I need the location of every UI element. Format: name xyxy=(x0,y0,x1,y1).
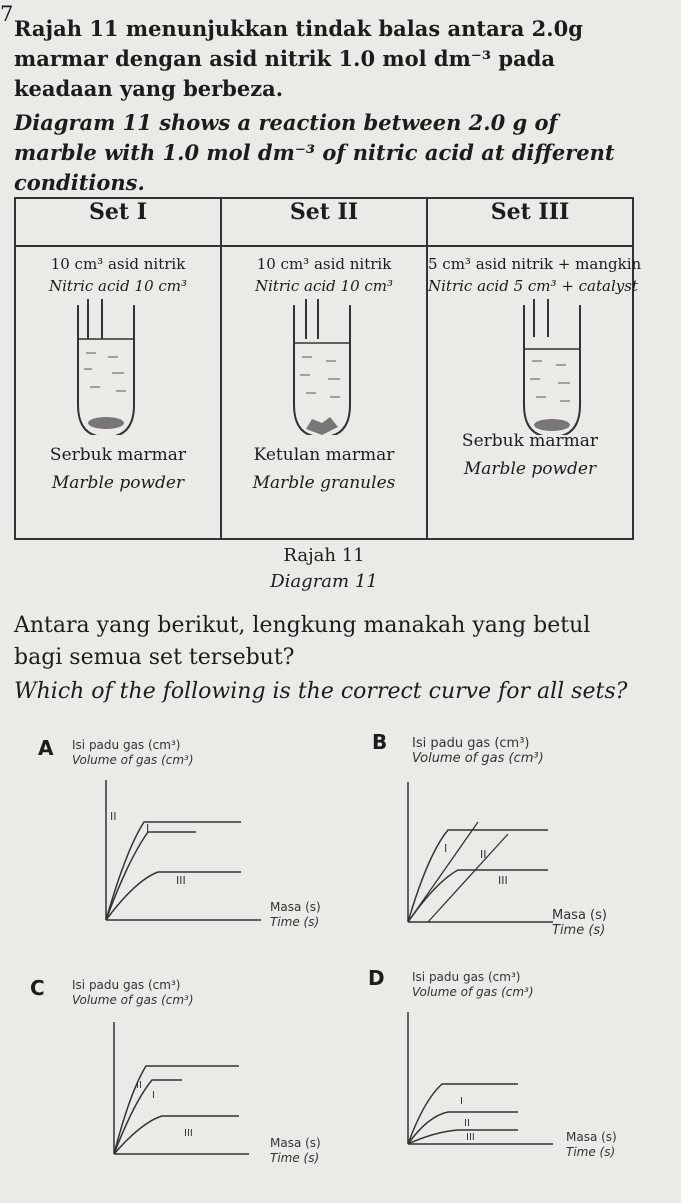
option-b-curve-iii: III xyxy=(498,874,508,887)
option-a-x-label xyxy=(270,900,321,930)
header-set-2: Set II xyxy=(221,198,427,246)
set-1-marble-malay: Serbuk marmar xyxy=(49,445,187,465)
set-2-marble-english: Marble granules xyxy=(252,473,396,493)
option-a-y-malay: Isi padu gas (cm³) xyxy=(72,738,181,752)
question-number: 7 xyxy=(0,2,14,26)
option-c-letter[interactable]: C xyxy=(30,976,45,1000)
option-c-y-english: Volume of gas (cm³) xyxy=(72,993,194,1007)
set-1-cell xyxy=(15,246,221,539)
caption-english: Diagram 11 xyxy=(270,571,378,592)
option-a-x-english: Time (s) xyxy=(270,915,320,929)
option-b-x-malay: Masa (s) xyxy=(552,908,607,923)
option-d-x-malay: Masa (s) xyxy=(566,1130,617,1144)
option-b-curve-ii: II xyxy=(480,848,487,861)
prompt-english: Which of the following is the correct curve for all sets? xyxy=(14,679,628,704)
set-3-cell xyxy=(427,246,642,539)
option-b-x-english: Time (s) xyxy=(552,923,606,938)
option-a-x-malay: Masa (s) xyxy=(270,900,321,914)
set-1-acid-malay: 10 cm³ asid nitrik xyxy=(50,255,186,273)
option-c-x-english: Time (s) xyxy=(270,1151,320,1165)
intro-malay: Rajah 11 menunjukkan tindak balas antara 2.0g marmar dengan asid nitrik 1.0 mol dm⁻³ pada keadaan yang berbeza. xyxy=(14,16,583,101)
option-d-x-label xyxy=(566,1130,617,1160)
set-2-marble-malay: Ketulan marmar xyxy=(253,445,395,465)
test-tube-2-icon xyxy=(222,297,422,435)
set-2-acid-malay: 10 cm³ asid nitrik xyxy=(256,255,392,273)
option-b-x-label xyxy=(552,908,607,938)
option-c-graph xyxy=(104,1022,254,1162)
set-3-acid-malay: 5 cm³ asid nitrik + mangkin xyxy=(428,255,642,273)
option-d-curve-i: I xyxy=(460,1096,463,1107)
prompt-malay: Antara yang berikut, lengkung manakah yang betul bagi semua set tersebut? xyxy=(14,613,591,670)
option-d-graph xyxy=(398,1012,558,1152)
option-d-curve-iii: III xyxy=(466,1132,475,1143)
option-b-curve-i: I xyxy=(444,842,448,855)
option-a-y-label xyxy=(72,738,194,768)
set-1-marble-english: Marble powder xyxy=(51,473,185,493)
option-a-curve-iii: III xyxy=(176,874,186,887)
option-a-y-english: Volume of gas (cm³) xyxy=(72,753,194,767)
option-d-y-malay: Isi padu gas (cm³) xyxy=(412,970,521,984)
option-d-curve-ii: II xyxy=(464,1118,470,1129)
option-b-y-english: Volume of gas (cm³) xyxy=(412,751,544,766)
option-a-graph xyxy=(96,780,266,930)
set-2-acid-english: Nitric acid 10 cm³ xyxy=(254,277,394,295)
option-b-y-malay: Isi padu gas (cm³) xyxy=(412,736,530,751)
set-3-marble-english: Marble powder xyxy=(463,459,597,479)
option-c-curve-ii: II xyxy=(136,1080,142,1091)
test-tube-1-icon xyxy=(16,297,216,435)
test-tube-3-icon xyxy=(428,297,664,435)
option-b-graph xyxy=(398,782,558,932)
set-2-cell xyxy=(221,246,427,539)
set-3-marble-malay: Serbuk marmar xyxy=(461,431,599,451)
option-c-y-label xyxy=(72,978,194,1008)
option-d-letter[interactable]: D xyxy=(368,966,385,990)
set-3-acid-english: Nitric acid 5 cm³ + catalyst xyxy=(428,277,638,295)
option-a-letter[interactable]: A xyxy=(38,736,54,760)
caption-malay: Rajah 11 xyxy=(283,545,365,566)
option-a-curve-ii: II xyxy=(110,810,117,823)
option-d-y-label xyxy=(412,970,534,1000)
option-c-x-label xyxy=(270,1136,321,1166)
option-c-x-malay: Masa (s) xyxy=(270,1136,321,1150)
header-set-1: Set I xyxy=(15,198,221,246)
set-1-acid-english: Nitric acid 10 cm³ xyxy=(48,277,188,295)
option-b-letter[interactable]: B xyxy=(372,730,388,754)
intro-english: Diagram 11 shows a reaction between 2.0 g of marble with 1.0 mol dm⁻³ of nitric acid at different conditions. xyxy=(14,110,615,195)
option-c-curve-iii: III xyxy=(184,1128,193,1139)
option-c-curve-i: I xyxy=(152,1090,155,1101)
option-c-y-malay: Isi padu gas (cm³) xyxy=(72,978,181,992)
header-set-3: Set III xyxy=(427,198,633,246)
sets-table xyxy=(14,197,642,540)
option-a-curve-i: I xyxy=(146,822,150,835)
option-b-y-label xyxy=(412,736,544,766)
option-d-x-english: Time (s) xyxy=(566,1145,616,1159)
option-d-y-english: Volume of gas (cm³) xyxy=(412,985,534,999)
